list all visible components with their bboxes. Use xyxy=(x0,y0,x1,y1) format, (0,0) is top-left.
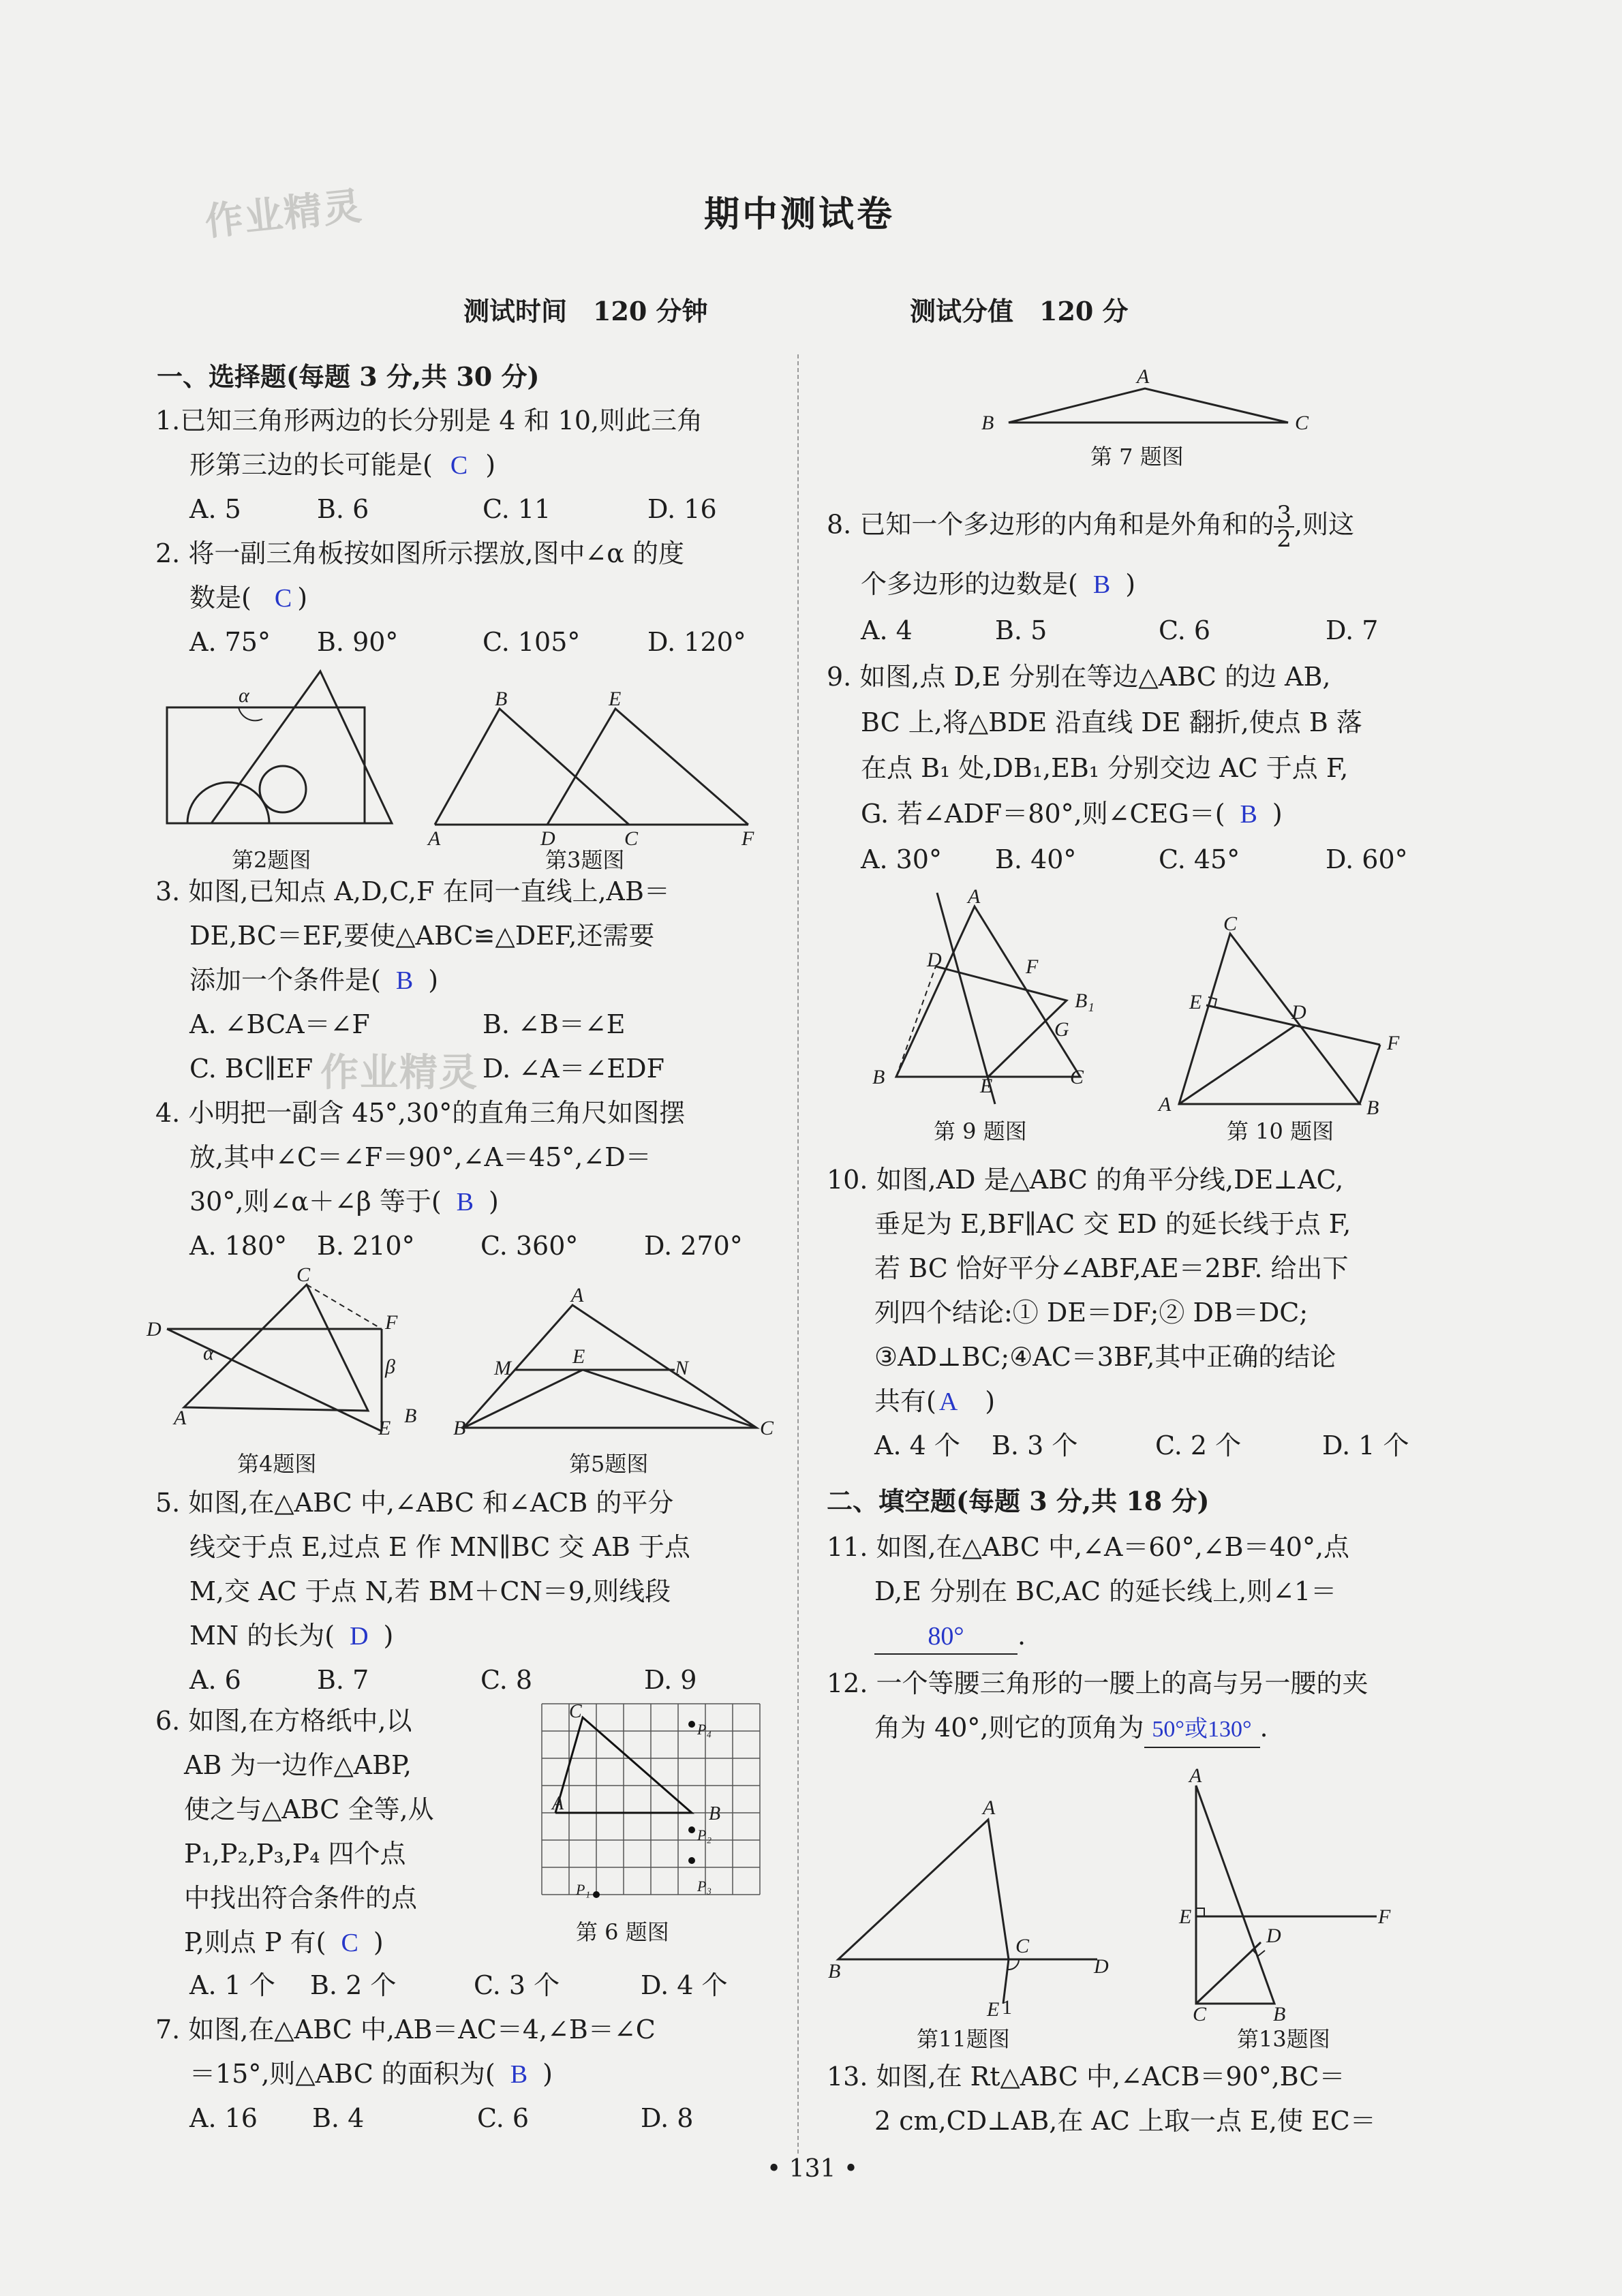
q6-line2: AB 为一边作△ABP, xyxy=(184,1750,412,1780)
q13-line1: 13. 如图,在 Rt△ABC 中,∠ACB＝90°,BC＝ xyxy=(827,2062,1345,2092)
q11-answer: 80° xyxy=(874,1619,1017,1655)
figure-13-diagram xyxy=(1172,1764,1404,2025)
svg-text:C: C xyxy=(760,1417,774,1439)
q6-opt-b: B. 2 个 xyxy=(310,1970,397,2000)
q10-line6: 共有( A ) xyxy=(874,1386,996,1416)
caption-fig5: 第5题图 xyxy=(569,1451,649,1477)
q3-line1: 3. 如图,已知点 A,D,C,F 在同一直线上,AB＝ xyxy=(155,876,670,906)
svg-text:A: A xyxy=(1159,1093,1172,1116)
figure-4-diagram xyxy=(143,1264,429,1448)
q4-opt-b: B. 210° xyxy=(317,1231,415,1261)
svg-text:E: E xyxy=(378,1417,391,1439)
q6-line6: P,则点 P 有( C ) xyxy=(184,1927,384,1957)
svg-text:F: F xyxy=(1387,1032,1400,1054)
q1-opt-c: C. 11 xyxy=(483,494,551,524)
q5-opt-a: A. 6 xyxy=(189,1665,241,1695)
q5-line2: 线交于点 E,过点 E 作 MN∥BC 交 AB 于点 xyxy=(189,1532,690,1562)
section-choice: 一、选择题(每题 3 分,共 30 分) xyxy=(157,361,540,392)
q5-line3: M,交 AC 于点 N,若 BM＋CN＝9,则线段 xyxy=(189,1576,671,1606)
page-title: 期中测试卷 xyxy=(704,194,896,235)
q7-opt-b: B. 4 xyxy=(312,2103,365,2133)
figure-10-diagram xyxy=(1155,913,1414,1119)
q2-opt-c: C. 105° xyxy=(483,627,581,657)
q2-answer: C xyxy=(274,584,292,613)
watermark: 作业精灵 xyxy=(320,1051,478,1095)
q7-opt-d: D. 8 xyxy=(641,2103,694,2133)
figure-5-diagram xyxy=(450,1284,774,1445)
svg-text:N: N xyxy=(675,1357,689,1379)
q2-line1: 2. 将一副三角板按如图所示摆放,图中∠α 的度 xyxy=(155,538,684,568)
q8-opt-c: C. 6 xyxy=(1159,615,1211,645)
q8-opt-d: D. 7 xyxy=(1326,615,1379,645)
q1-opt-a: A. 5 xyxy=(189,494,241,524)
svg-text:P₁: P₁ xyxy=(576,1881,591,1898)
caption-fig2: 第2题图 xyxy=(232,847,311,873)
caption-fig3: 第3题图 xyxy=(545,847,625,873)
q1-line1: 1.已知三角形两边的长分别是 4 和 10,则此三角 xyxy=(155,405,703,435)
svg-text:M: M xyxy=(494,1357,511,1379)
svg-text:D: D xyxy=(1291,1001,1306,1024)
q3-opt-a: A. ∠BCA＝∠F xyxy=(189,1009,370,1039)
q8-line1: 8. 已知一个多边形的内角和是外角和的 $\frac{3}{2}$ ,则这 xyxy=(827,501,1355,553)
svg-text:B: B xyxy=(709,1803,721,1824)
svg-text:C: C xyxy=(1070,1066,1084,1088)
q9-opt-c: C. 45° xyxy=(1159,844,1240,874)
q9-line1: 9. 如图,点 D,E 分别在等边△ABC 的边 AB, xyxy=(827,662,1331,692)
q10-answer: A xyxy=(938,1388,958,1416)
svg-text:β: β xyxy=(385,1356,395,1378)
q10-opt-b: B. 3 个 xyxy=(992,1430,1078,1460)
q9-opt-b: B. 40° xyxy=(995,844,1077,874)
q10-opt-c: C. 2 个 xyxy=(1155,1430,1242,1460)
svg-text:P₄: P₄ xyxy=(697,1721,712,1738)
svg-text:E: E xyxy=(1179,1905,1192,1928)
svg-text:D: D xyxy=(1094,1955,1109,1978)
q4-opt-c: C. 360° xyxy=(480,1231,579,1261)
q2-opt-a: A. 75° xyxy=(189,627,271,657)
svg-text:D: D xyxy=(1266,1925,1281,1947)
svg-text:B: B xyxy=(828,1960,841,1983)
test-score: 测试分值 120 分 xyxy=(910,296,1129,326)
q7-line1: 7. 如图,在△ABC 中,AB＝AC＝4,∠B＝∠C xyxy=(155,2015,656,2045)
svg-text:A: A xyxy=(983,1796,996,1819)
q11-line2: D,E 分别在 BC,AC 的延长线上,则∠1＝ xyxy=(874,1576,1337,1606)
svg-text:C: C xyxy=(1223,913,1238,935)
q4-opt-d: D. 270° xyxy=(644,1231,743,1261)
figure-2-diagram xyxy=(164,668,395,845)
svg-text:C: C xyxy=(569,1701,582,1722)
svg-text:G: G xyxy=(1054,1018,1069,1041)
q9-line2: BC 上,将△BDE 沿直线 DE 翻折,使点 B 落 xyxy=(861,707,1362,737)
svg-text:A: A xyxy=(1137,365,1150,388)
q1-opt-b: B. 6 xyxy=(317,494,369,524)
caption-fig13: 第13题图 xyxy=(1237,2026,1330,2052)
svg-text:D: D xyxy=(540,827,555,850)
q12-line2: 角为 40°,则它的顶角为 50°或130° . xyxy=(874,1711,1268,1748)
svg-text:C: C xyxy=(624,827,639,850)
q10-opt-a: A. 4 个 xyxy=(874,1430,960,1460)
q1-answer: C xyxy=(450,451,468,480)
q9-answer: B xyxy=(1240,800,1257,829)
q6-line3: 使之与△ABC 全等,从 xyxy=(184,1794,434,1824)
q1-line2: 形第三边的长可能是( C ) xyxy=(189,450,496,480)
column-divider xyxy=(797,354,799,2154)
svg-text:B: B xyxy=(1273,2003,1286,2025)
svg-text:F: F xyxy=(385,1311,398,1334)
svg-text:E: E xyxy=(987,1998,1000,2021)
q7-opt-c: C. 6 xyxy=(477,2103,530,2133)
svg-text:A: A xyxy=(1189,1764,1202,1787)
q4-opt-a: A. 180° xyxy=(189,1231,288,1261)
q9-line3: 在点 B₁ 处,DB₁,EB₁ 分别交边 AC 于点 F, xyxy=(861,753,1349,783)
q13-line2: 2 cm,CD⊥AB,在 AC 上取一点 E,使 EC＝ xyxy=(874,2106,1376,2136)
svg-text:B₁: B₁ xyxy=(1075,990,1095,1012)
svg-text:P₂: P₂ xyxy=(697,1826,712,1843)
section-fill: 二、填空题(每题 3 分,共 18 分) xyxy=(827,1486,1210,1516)
q2-opt-d: D. 120° xyxy=(647,627,746,657)
caption-fig4: 第4题图 xyxy=(237,1451,317,1477)
figure-11-diagram xyxy=(825,1796,1124,2031)
q6-opt-a: A. 1 个 xyxy=(189,1970,275,2000)
svg-text:C: C xyxy=(1193,2003,1207,2025)
q10-line4: 列四个结论:① DE＝DF;② DB＝DC; xyxy=(874,1298,1309,1328)
svg-text:A: A xyxy=(428,827,441,850)
svg-text:A: A xyxy=(968,885,981,908)
q6-answer: C xyxy=(341,1929,358,1957)
q10-line2: 垂足为 E,BF∥AC 交 ED 的延长线于点 F, xyxy=(874,1209,1351,1239)
q5-line4: MN 的长为( D ) xyxy=(189,1621,394,1651)
svg-text:F: F xyxy=(741,827,754,850)
figure-9-diagram xyxy=(862,886,1128,1111)
q8-opt-b: B. 5 xyxy=(995,615,1047,645)
svg-text:α: α xyxy=(203,1342,214,1364)
q3-line2: DE,BC＝EF,要使△ABC≌△DEF,还需要 xyxy=(189,921,655,951)
watermark: 作业精灵 xyxy=(202,184,365,245)
caption-fig11: 第11题图 xyxy=(917,2026,1010,2052)
svg-text:B: B xyxy=(404,1405,417,1427)
figure-6-diagram xyxy=(528,1697,767,1922)
svg-text:B: B xyxy=(1366,1097,1379,1119)
q9-opt-a: A. 30° xyxy=(861,844,942,874)
q5-opt-c: C. 8 xyxy=(480,1665,533,1695)
q12-answer: 50°或130° xyxy=(1144,1713,1260,1748)
svg-text:E: E xyxy=(980,1075,993,1097)
q11-line3: 80° . xyxy=(874,1619,1026,1655)
svg-text:A: A xyxy=(552,1793,564,1814)
q8-opt-a: A. 4 xyxy=(861,615,913,645)
q2-opt-b: B. 90° xyxy=(317,627,399,657)
svg-text:D: D xyxy=(927,949,942,971)
q7-answer: B xyxy=(510,2060,528,2089)
q5-opt-d: D. 9 xyxy=(644,1665,697,1695)
q4-line3: 30°,则∠α＋∠β 等于( B ) xyxy=(189,1187,499,1216)
q3-line3: 添加一个条件是( B ) xyxy=(189,965,439,995)
caption-fig9: 第 9 题图 xyxy=(934,1118,1027,1144)
q8-fraction: $\frac{3}{2}$ xyxy=(1274,503,1294,551)
svg-text:F: F xyxy=(1026,955,1039,978)
svg-text:D: D xyxy=(147,1318,162,1341)
q3-answer: B xyxy=(395,966,414,995)
caption-fig7: 第 7 题图 xyxy=(1090,444,1184,470)
q4-line2: 放,其中∠C＝∠F＝90°,∠A＝45°,∠D＝ xyxy=(189,1142,652,1172)
q9-line4: G. 若∠ADF＝80°,则∠CEG＝( B ) xyxy=(861,799,1283,829)
q4-line1: 4. 小明把一副含 45°,30°的直角三角尺如图摆 xyxy=(155,1098,686,1128)
q1-opt-d: D. 16 xyxy=(647,494,717,524)
q3-opt-c: C. BC∥EF xyxy=(189,1054,313,1084)
figure-3-diagram xyxy=(421,688,755,850)
caption-fig6: 第 6 题图 xyxy=(576,1919,669,1945)
svg-text:A: A xyxy=(174,1407,187,1429)
svg-text:C: C xyxy=(296,1264,311,1286)
q12-line1: 12. 一个等腰三角形的一腰上的高与另一腰的夹 xyxy=(827,1668,1368,1698)
q3-opt-b: B. ∠B＝∠E xyxy=(483,1009,626,1039)
q6-line5: 中找出符合条件的点 xyxy=(184,1883,418,1913)
q6-line4: P₁,P₂,P₃,P₄ 四个点 xyxy=(184,1839,406,1869)
svg-text:B: B xyxy=(495,688,508,710)
q10-line1: 10. 如图,AD 是△ABC 的角平分线,DE⊥AC, xyxy=(827,1165,1344,1195)
svg-text:C: C xyxy=(1015,1935,1030,1957)
q5-opt-b: B. 7 xyxy=(317,1665,369,1695)
alpha-label: α xyxy=(239,684,249,707)
q4-answer: B xyxy=(456,1188,474,1216)
q6-opt-c: C. 3 个 xyxy=(474,1970,560,2000)
svg-text:1: 1 xyxy=(1002,1996,1012,2019)
q8-answer: B xyxy=(1092,570,1111,599)
svg-text:C: C xyxy=(1295,412,1309,434)
q6-opt-d: D. 4 个 xyxy=(641,1970,728,2000)
svg-text:E: E xyxy=(572,1345,585,1368)
svg-text:B: B xyxy=(872,1066,885,1088)
page-number: • 131 • xyxy=(767,2155,859,2183)
q9-opt-d: D. 60° xyxy=(1326,844,1408,874)
svg-text:A: A xyxy=(571,1284,584,1306)
q10-line5: ③AD⊥BC;④AC＝3BF,其中正确的结论 xyxy=(874,1342,1336,1372)
svg-text:P₃: P₃ xyxy=(697,1878,712,1895)
q5-answer: D xyxy=(350,1622,369,1651)
q11-line1: 11. 如图,在△ABC 中,∠A＝60°,∠B＝40°,点 xyxy=(827,1532,1350,1562)
q10-opt-d: D. 1 个 xyxy=(1322,1430,1409,1460)
svg-text:E: E xyxy=(1189,991,1202,1013)
svg-text:E: E xyxy=(609,688,622,710)
q7-opt-a: A. 16 xyxy=(189,2103,258,2133)
q2-line2: 数是( C ) xyxy=(189,583,308,613)
test-time: 测试时间 120 分钟 xyxy=(463,296,708,326)
svg-text:B: B xyxy=(453,1417,466,1439)
svg-text:F: F xyxy=(1378,1905,1391,1928)
q8-line2: 个多边形的边数是( B ) xyxy=(861,569,1136,599)
q6-line1: 6. 如图,在方格纸中,以 xyxy=(155,1706,412,1736)
q7-line2: ＝15°,则△ABC 的面积为( B ) xyxy=(189,2059,553,2089)
q5-line1: 5. 如图,在△ABC 中,∠ABC 和∠ACB 的平分 xyxy=(155,1488,674,1518)
caption-fig10: 第 10 题图 xyxy=(1227,1118,1334,1144)
q10-line3: 若 BC 恰好平分∠ABF,AE＝2BF. 给出下 xyxy=(874,1253,1349,1283)
figure-7-diagram xyxy=(975,361,1315,436)
q3-opt-d: D. ∠A＝∠EDF xyxy=(483,1054,664,1084)
svg-text:B: B xyxy=(981,412,994,434)
